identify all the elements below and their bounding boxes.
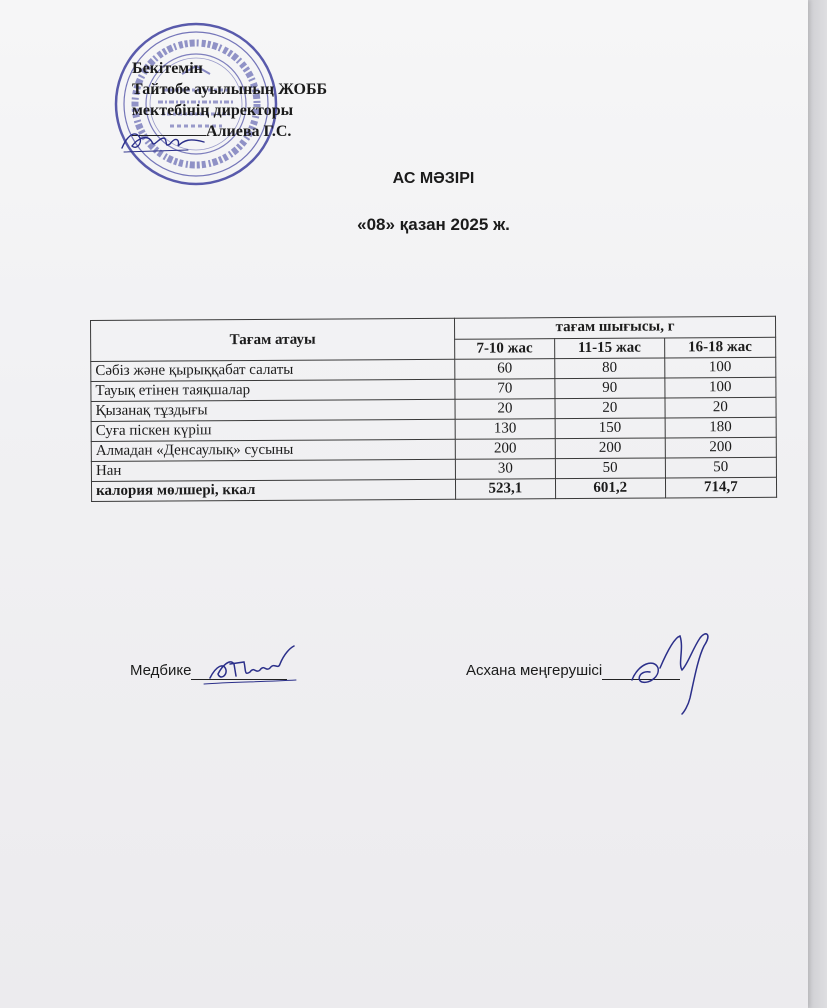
nurse-signature — [200, 640, 304, 692]
portion-value: 20 — [665, 397, 776, 418]
dish-name: Қызанақ тұздығы — [91, 399, 455, 421]
portion-value: 80 — [555, 358, 665, 379]
column-header-age-7-10: 7-10 жас — [455, 338, 555, 359]
column-header-age-11-15: 11-15 жас — [554, 337, 664, 358]
director-name: Алиева Г.С. — [206, 123, 292, 140]
portion-value: 130 — [455, 419, 555, 440]
dish-name: Тауық етінен таяқшалар — [91, 379, 455, 401]
portion-value: 100 — [664, 357, 775, 378]
portion-value: 200 — [455, 439, 555, 460]
portion-value: 60 — [455, 359, 555, 380]
page-title: АС МӘЗІРІ — [392, 170, 475, 187]
calorie-value: 523,1 — [455, 479, 555, 500]
dish-name: Сәбіз және қырыққабат салаты — [91, 359, 455, 381]
dish-name: Нан — [91, 459, 455, 481]
calorie-value: 601,2 — [555, 478, 665, 499]
portion-value: 100 — [665, 377, 776, 398]
portion-value: 150 — [555, 418, 665, 439]
portion-value: 20 — [555, 398, 665, 419]
approval-school: Тайтобе ауылының ЖОББ — [132, 81, 328, 98]
portion-value: 200 — [555, 438, 665, 459]
director-signature — [118, 124, 208, 158]
portion-value: 180 — [665, 417, 776, 438]
calorie-value: 714,7 — [665, 477, 776, 498]
dish-name: Алмадан «Денсаулық» сусыны — [91, 439, 455, 461]
portion-value: 70 — [455, 379, 555, 400]
menu-table — [90, 316, 777, 502]
portion-value: 50 — [555, 458, 665, 479]
nurse-label: Медбике — [130, 662, 192, 679]
portion-value: 20 — [455, 399, 555, 420]
approval-heading: Бекітемін — [132, 60, 203, 77]
canteen-manager-signature — [620, 624, 724, 716]
portion-value: 50 — [665, 457, 776, 478]
column-header-output: тағам шығысы, г — [454, 316, 775, 338]
dish-name: Суға піскен күріш — [91, 419, 455, 441]
calorie-total-label: калория мөлшері, ккал — [91, 479, 455, 501]
approval-position: мектебінің директоры — [132, 102, 294, 119]
portion-value: 90 — [555, 378, 665, 399]
column-header-age-16-18: 16-18 жас — [664, 337, 775, 358]
portion-value: 30 — [455, 459, 555, 480]
calorie-total-row — [91, 477, 776, 501]
canteen-manager-label: Асхана меңгерушісі — [466, 662, 603, 679]
portion-value: 200 — [665, 437, 776, 458]
menu-date: «08» қазан 2025 ж. — [357, 215, 510, 234]
column-header-dish: Тағам атауы — [91, 318, 455, 361]
